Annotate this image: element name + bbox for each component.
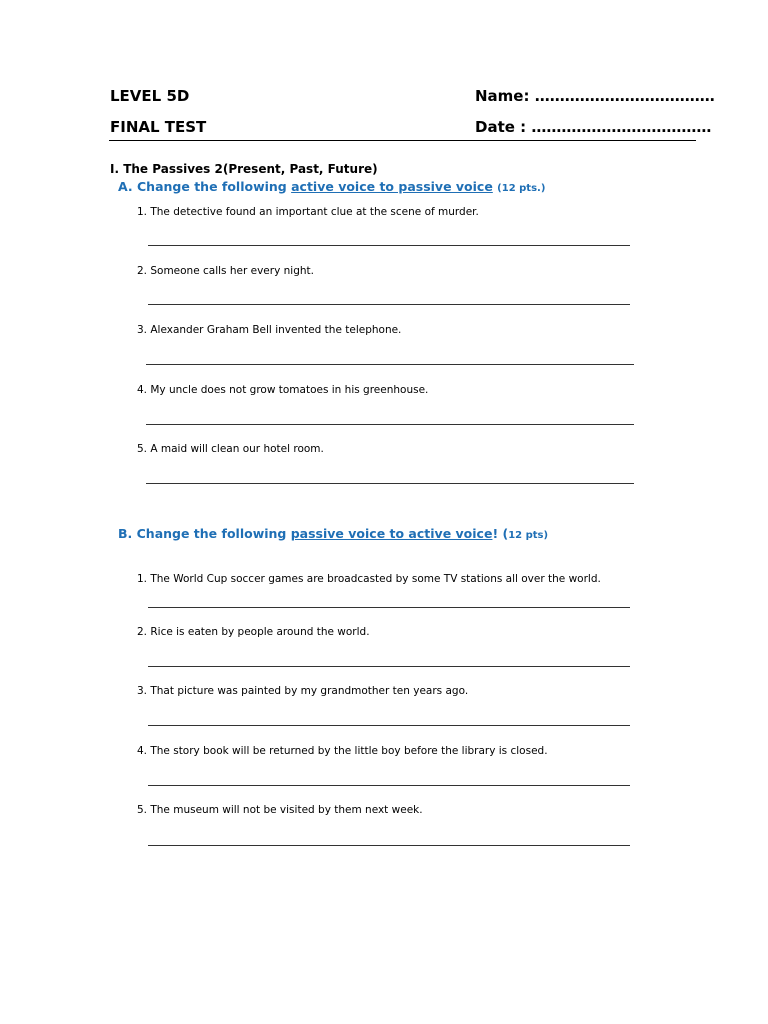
- answer-line-a3[interactable]: [146, 364, 634, 365]
- part-a-highlight: active voice to passive voice: [291, 179, 493, 194]
- part-a-instruction: [118, 179, 545, 194]
- question-a5: 5. A maid will clean our hotel room.: [137, 443, 324, 455]
- name-field-label: Name: ………………………………: [475, 87, 715, 105]
- test-title: FINAL TEST: [110, 118, 207, 136]
- part-a-points: (12 pts.): [497, 183, 546, 194]
- question-b5: 5. The museum will not be visited by them next week.: [137, 804, 423, 816]
- part-b-points: 12 pts): [508, 530, 549, 541]
- answer-line-a5[interactable]: [146, 483, 634, 484]
- level-label: LEVEL 5D: [110, 87, 190, 105]
- answer-line-b3[interactable]: [148, 725, 630, 726]
- answer-line-a2[interactable]: [148, 304, 630, 305]
- section-title: I. The Passives 2(Present, Past, Future): [110, 162, 378, 176]
- question-a3: 3. Alexander Graham Bell invented the telephone.: [137, 324, 402, 336]
- answer-line-a1[interactable]: [148, 245, 630, 246]
- answer-line-a4[interactable]: [146, 424, 634, 425]
- part-b-highlight: passive voice to active voice: [290, 526, 493, 541]
- part-b-instruction: [118, 526, 548, 541]
- part-b-prefix: B. Change the following: [118, 526, 291, 541]
- question-b1: 1. The World Cup soccer games are broadcasted by some TV stations all over the world.: [137, 573, 601, 585]
- part-b-suffix: ! (: [492, 526, 509, 541]
- answer-line-b2[interactable]: [148, 666, 630, 667]
- header-row-level: [110, 87, 715, 105]
- header-divider: [109, 140, 696, 141]
- question-a1: 1. The detective found an important clue at the scene of murder.: [137, 206, 479, 218]
- date-field-label: Date : ………………………………: [475, 118, 712, 136]
- question-b4: 4. The story book will be returned by the little boy before the library is closed.: [137, 745, 548, 757]
- part-a-prefix: A. Change the following: [118, 179, 292, 194]
- question-b2: 2. Rice is eaten by people around the world.: [137, 626, 370, 638]
- answer-line-b4[interactable]: [148, 785, 630, 786]
- answer-line-b5[interactable]: [148, 845, 630, 846]
- question-a4: 4. My uncle does not grow tomatoes in his greenhouse.: [137, 384, 429, 396]
- header-row-test: [110, 118, 712, 136]
- question-a2: 2. Someone calls her every night.: [137, 265, 314, 277]
- answer-line-b1[interactable]: [148, 607, 630, 608]
- question-b3: 3. That picture was painted by my grandmother ten years ago.: [137, 685, 469, 697]
